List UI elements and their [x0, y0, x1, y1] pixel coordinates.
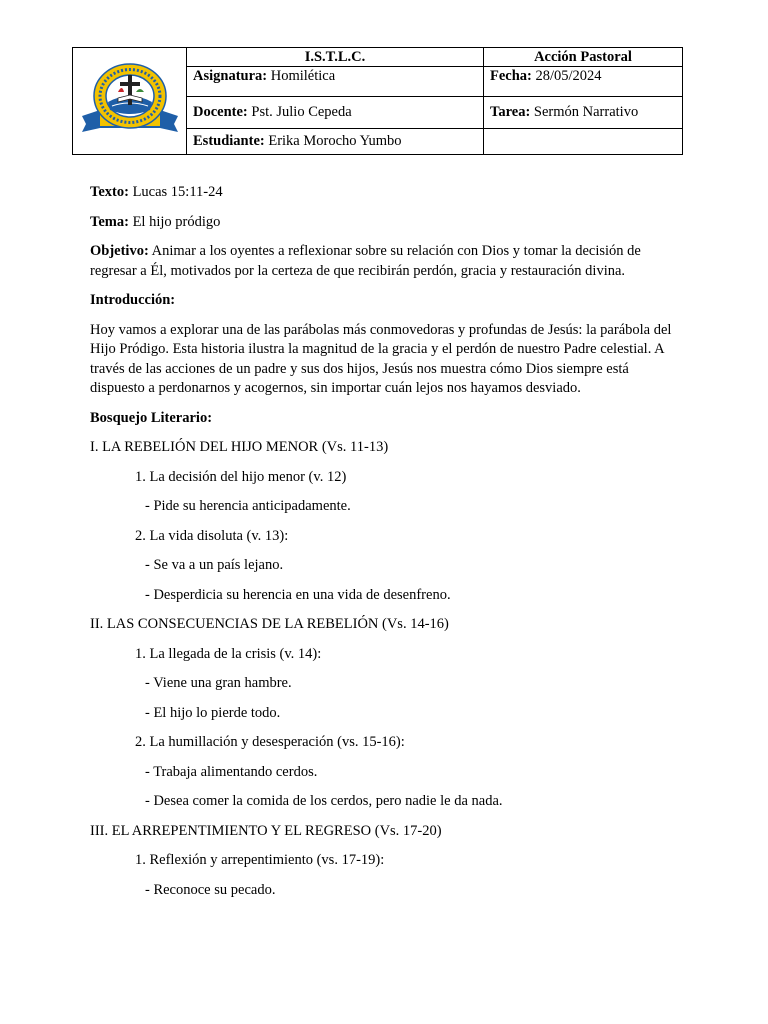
outline-item: - Desea comer la comida de los cerdos, pero nadie le da nada. [145, 793, 503, 809]
texto-label: Texto: [90, 184, 129, 200]
outline-point: 2. La vida disoluta (v. 13): [135, 527, 289, 544]
bosquejo-heading: Bosquejo Literario: [90, 409, 213, 426]
texto-line [90, 183, 680, 203]
introduccion-heading: Introducción: [90, 292, 176, 308]
outline-point: 1. La llegada de la crisis (v. 14): [135, 645, 322, 662]
empty-cell [484, 129, 683, 155]
tarea-label: Tarea: [490, 104, 531, 120]
docente-cell [187, 97, 484, 129]
objetivo-label: Objetivo: [90, 243, 149, 259]
tarea-cell [484, 97, 683, 129]
objetivo-paragraph [90, 242, 680, 281]
header-table [72, 47, 683, 155]
logo-cell [73, 48, 187, 155]
outline-point: 2. La humillación y desesperación (vs. 15-16): [135, 734, 405, 750]
outline [90, 438, 680, 900]
tarea-value: Sermón Narrativo [530, 104, 639, 120]
docente-value: Pst. Julio Cepeda [247, 104, 352, 120]
outline-item: - Viene una gran hambre. [145, 675, 292, 691]
fecha-value: 28/05/2024 [531, 68, 602, 84]
outline-item: - Reconoce su pecado. [145, 881, 276, 898]
institution-cell: I.S.T.L.C. [187, 48, 484, 67]
outline-section-title: II. LAS CONSECUENCIAS DE LA REBELIÓN (Vs. 14-16) [90, 616, 449, 632]
category-cell: Acción Pastoral [484, 48, 683, 67]
outline-item: - El hijo lo pierde todo. [145, 704, 281, 721]
asignatura-value: Homilética [267, 68, 336, 84]
introduccion-paragraph: Hoy vamos a explorar una de las parábolas más conmovedoras y profundas de Jesús: la parábola del Hijo Pródigo. Esta historia ilustra la magnitud de la gracia y el perdón de nuestro Padre celestial. A través de las acciones de un padre y sus dos hijos, Jesús nos muestra cómo Dios siempre está dispuesto a perdonarnos y acogernos, sin importar cuán lejos nos hayamos desviado. [90, 321, 672, 396]
texto-value: Lucas 15:11-24 [128, 184, 223, 200]
fecha-label: Fecha: [490, 68, 532, 84]
estudiante-value: Erika Morocho Yumbo [264, 133, 402, 149]
outline-item: - Se va a un país lejano. [145, 557, 284, 573]
outline-item: - Pide su herencia anticipadamente. [145, 498, 351, 514]
estudiante-label: Estudiante: [193, 133, 265, 149]
seminary-seal-logo-icon [78, 60, 182, 142]
outline-item: - Desperdicia su herencia en una vida de desenfreno. [145, 586, 451, 603]
outline-section-title: III. EL ARREPENTIMIENTO Y EL REGRESO (Vs. 17-20) [90, 822, 442, 839]
tema-line [90, 213, 680, 233]
outline-section-title: I. LA REBELIÓN DEL HIJO MENOR (Vs. 11-13) [90, 439, 389, 455]
document-body [90, 183, 680, 900]
outline-point: 1. La decisión del hijo menor (v. 12) [135, 468, 347, 485]
tema-label: Tema: [90, 213, 129, 230]
asignatura-label: Asignatura: [193, 68, 268, 84]
estudiante-cell [187, 129, 484, 155]
outline-item: - Trabaja alimentando cerdos. [145, 763, 318, 780]
objetivo-value: Animar a los oyentes a reflexionar sobre su relación con Dios y tomar la decisión de regresar a Él, motivados por la certeza de que recibirán perdón, gracia y restauración divina. [90, 243, 641, 279]
docente-label: Docente: [193, 104, 248, 120]
fecha-cell [484, 67, 683, 97]
tema-value: El hijo pródigo [128, 213, 221, 230]
outline-point: 1. Reflexión y arrepentimiento (vs. 17-19): [135, 852, 385, 868]
asignatura-cell [187, 67, 484, 97]
